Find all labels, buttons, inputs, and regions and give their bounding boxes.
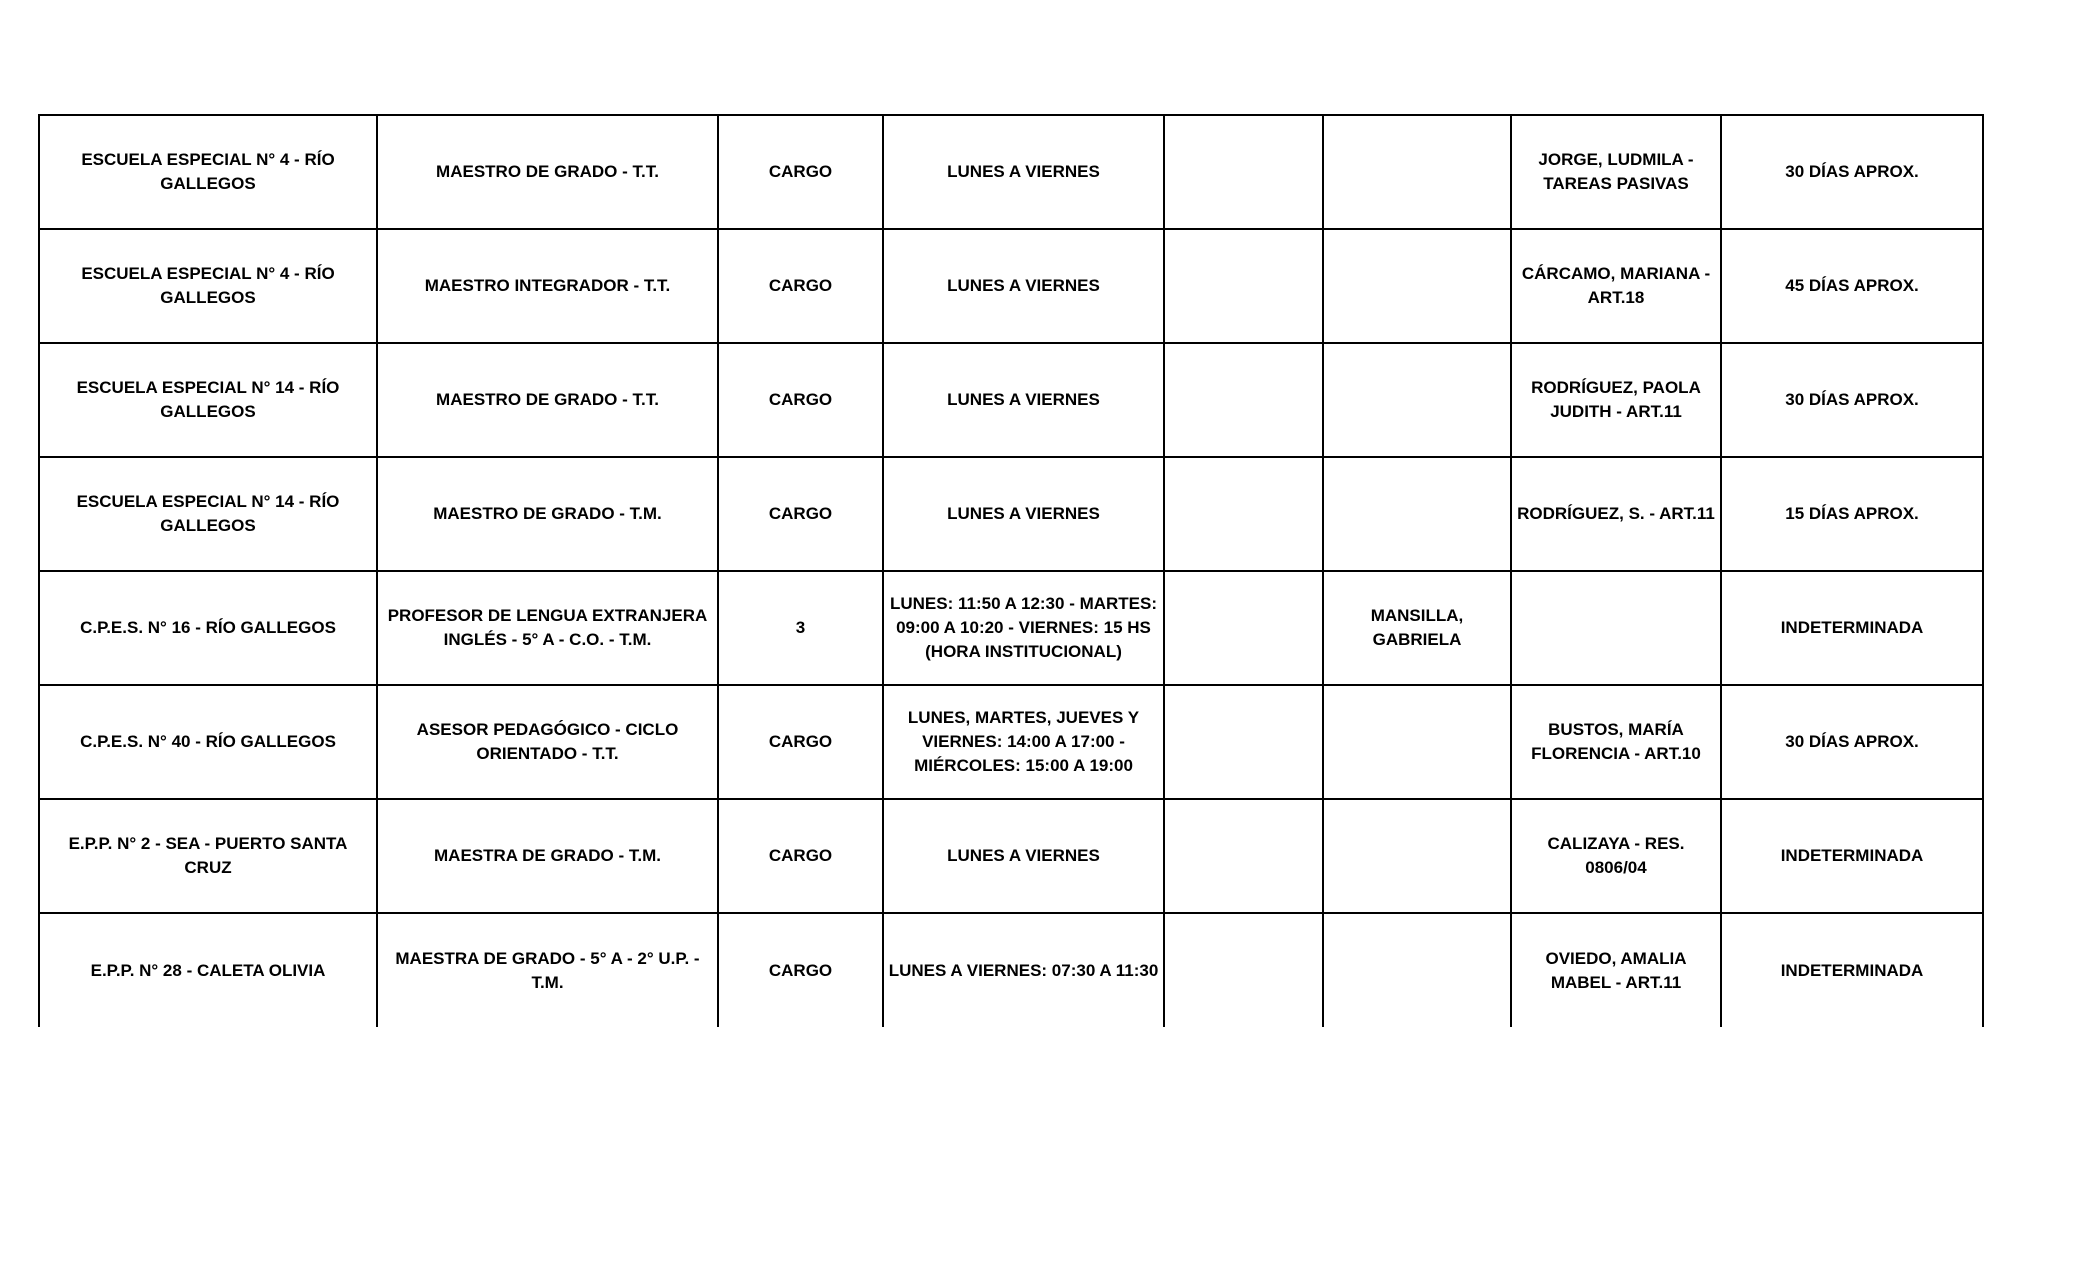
- empty-cell: [1164, 571, 1323, 685]
- position-cell: MAESTRO DE GRADO - T.M.: [377, 457, 718, 571]
- hours-cell: CARGO: [718, 799, 883, 913]
- teacher-cell: [1323, 799, 1511, 913]
- duration-cell: INDETERMINADA: [1721, 571, 1983, 685]
- replacement-cell: OVIEDO, AMALIA MABEL - ART.11: [1511, 913, 1721, 1027]
- duration-cell: 45 DÍAS APROX.: [1721, 229, 1983, 343]
- schedule-cell: LUNES: 11:50 A 12:30 - MARTES: 09:00 A 10:20 - VIERNES: 15 HS (HORA INSTITUCIONAL): [883, 571, 1164, 685]
- replacement-cell: BUSTOS, MARÍA FLORENCIA - ART.10: [1511, 685, 1721, 799]
- hours-cell: 3: [718, 571, 883, 685]
- replacement-cell: JORGE, LUDMILA - TAREAS PASIVAS: [1511, 115, 1721, 229]
- empty-cell: [1164, 457, 1323, 571]
- school-cell: E.P.P. N° 2 - SEA - PUERTO SANTA CRUZ: [39, 799, 377, 913]
- empty-cell: [1164, 115, 1323, 229]
- schedule-cell: LUNES A VIERNES: 07:30 A 11:30: [883, 913, 1164, 1027]
- duration-cell: 30 DÍAS APROX.: [1721, 115, 1983, 229]
- teacher-cell: [1323, 115, 1511, 229]
- school-cell: ESCUELA ESPECIAL N° 4 - RÍO GALLEGOS: [39, 115, 377, 229]
- hours-cell: CARGO: [718, 457, 883, 571]
- table-row: [39, 571, 1983, 685]
- table-row: [39, 229, 1983, 343]
- teacher-cell: MANSILLA, GABRIELA: [1323, 571, 1511, 685]
- replacement-cell: [1511, 571, 1721, 685]
- school-cell: C.P.E.S. N° 40 - RÍO GALLEGOS: [39, 685, 377, 799]
- table-row: [39, 913, 1983, 1027]
- table-row: [39, 343, 1983, 457]
- school-cell: E.P.P. N° 28 - CALETA OLIVIA: [39, 913, 377, 1027]
- duration-cell: 15 DÍAS APROX.: [1721, 457, 1983, 571]
- duration-cell: INDETERMINADA: [1721, 913, 1983, 1027]
- schedule-cell: LUNES, MARTES, JUEVES Y VIERNES: 14:00 A 17:00 - MIÉRCOLES: 15:00 A 19:00: [883, 685, 1164, 799]
- duration-cell: INDETERMINADA: [1721, 799, 1983, 913]
- duration-cell: 30 DÍAS APROX.: [1721, 343, 1983, 457]
- replacement-cell: CÁRCAMO, MARIANA - ART.18: [1511, 229, 1721, 343]
- hours-cell: CARGO: [718, 343, 883, 457]
- schedule-cell: LUNES A VIERNES: [883, 229, 1164, 343]
- teacher-cell: [1323, 457, 1511, 571]
- replacement-cell: RODRÍGUEZ, PAOLA JUDITH - ART.11: [1511, 343, 1721, 457]
- empty-cell: [1164, 229, 1323, 343]
- table-row: [39, 457, 1983, 571]
- table-row: [39, 685, 1983, 799]
- teacher-cell: [1323, 343, 1511, 457]
- table-body: [39, 115, 1983, 1027]
- teacher-cell: [1323, 913, 1511, 1027]
- position-cell: MAESTRO DE GRADO - T.T.: [377, 343, 718, 457]
- teacher-cell: [1323, 229, 1511, 343]
- position-cell: ASESOR PEDAGÓGICO - CICLO ORIENTADO - T.T.: [377, 685, 718, 799]
- duration-cell: 30 DÍAS APROX.: [1721, 685, 1983, 799]
- school-cell: ESCUELA ESPECIAL N° 14 - RÍO GALLEGOS: [39, 457, 377, 571]
- table-row: [39, 799, 1983, 913]
- replacement-cell: RODRÍGUEZ, S. - ART.11: [1511, 457, 1721, 571]
- position-cell: MAESTRO INTEGRADOR - T.T.: [377, 229, 718, 343]
- school-cell: ESCUELA ESPECIAL N° 14 - RÍO GALLEGOS: [39, 343, 377, 457]
- position-cell: MAESTRA DE GRADO - 5° A - 2° U.P. - T.M.: [377, 913, 718, 1027]
- position-cell: MAESTRO DE GRADO - T.T.: [377, 115, 718, 229]
- hours-cell: CARGO: [718, 685, 883, 799]
- hours-cell: CARGO: [718, 229, 883, 343]
- position-cell: PROFESOR DE LENGUA EXTRANJERA INGLÉS - 5° A - C.O. - T.M.: [377, 571, 718, 685]
- schedule-cell: LUNES A VIERNES: [883, 115, 1164, 229]
- empty-cell: [1164, 343, 1323, 457]
- hours-cell: CARGO: [718, 913, 883, 1027]
- schedule-cell: LUNES A VIERNES: [883, 457, 1164, 571]
- empty-cell: [1164, 913, 1323, 1027]
- empty-cell: [1164, 799, 1323, 913]
- position-cell: MAESTRA DE GRADO - T.M.: [377, 799, 718, 913]
- teacher-cell: [1323, 685, 1511, 799]
- replacement-cell: CALIZAYA - RES. 0806/04: [1511, 799, 1721, 913]
- hours-cell: CARGO: [718, 115, 883, 229]
- school-cell: ESCUELA ESPECIAL N° 4 - RÍO GALLEGOS: [39, 229, 377, 343]
- vacancies-table: [38, 114, 1984, 1027]
- schedule-cell: LUNES A VIERNES: [883, 343, 1164, 457]
- school-cell: C.P.E.S. N° 16 - RÍO GALLEGOS: [39, 571, 377, 685]
- table-row: [39, 115, 1983, 229]
- schedule-cell: LUNES A VIERNES: [883, 799, 1164, 913]
- empty-cell: [1164, 685, 1323, 799]
